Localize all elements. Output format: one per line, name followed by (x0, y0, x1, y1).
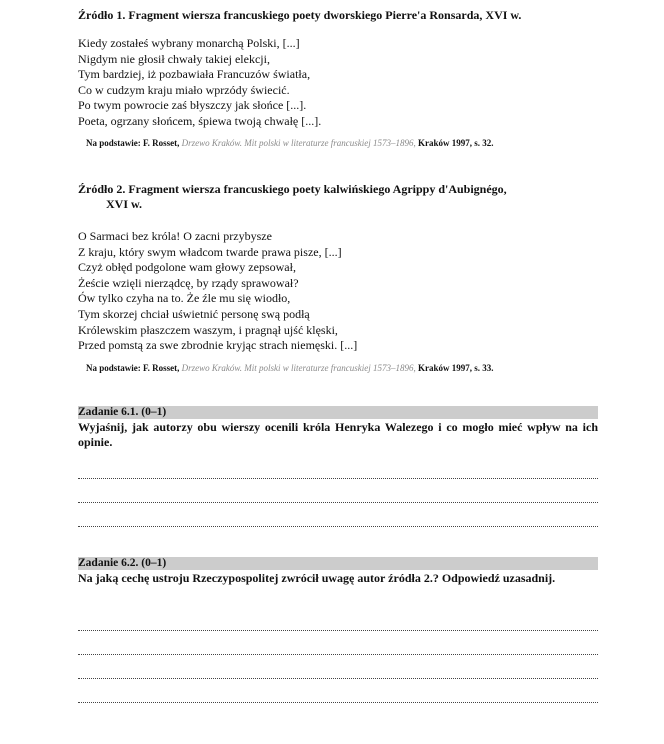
source1-poem (78, 36, 598, 130)
source2-title (78, 182, 598, 212)
answer-line[interactable] (78, 526, 598, 527)
answer-line[interactable] (78, 654, 598, 655)
poem-line: Poeta, ogrzany słońcem, śpiewa twoją chwałę [...]. (78, 113, 322, 128)
source1-citation (86, 137, 596, 149)
source2-title-line1: Źródło 2. Fragment wiersza francuskiego poety kalwińskiego Agrippy d'Aubignégo, (78, 182, 507, 196)
poem-line: Tym bardziej, iż pozbawiała Francuzów światła, (78, 67, 311, 82)
poem-line: Co w cudzym kraju miało wprzódy świecić. (78, 82, 290, 97)
citation-suffix: Kraków 1997, s. 33. (418, 363, 494, 373)
task-6-2-header: Zadanie 6.2. (0–1) (78, 557, 598, 570)
poem-line: Nigdym nie głosił chwały takiej elekcji, (78, 51, 270, 66)
citation-suffix: Kraków 1997, s. 32. (418, 138, 494, 148)
answer-line[interactable] (78, 678, 598, 679)
answer-line[interactable] (78, 630, 598, 631)
citation-prefix: Na podstawie: F. Rosset, (86, 138, 180, 148)
poem-line: Po twym powrocie zaś błyszczy jak słońce [...]. (78, 98, 307, 113)
citation-title: Drzewo Kraków. Mit polski w literaturze francuskiej 1573–1896, (181, 138, 416, 148)
task-6-1-header: Zadanie 6.1. (0–1) (78, 406, 598, 419)
source2-citation (86, 362, 596, 374)
poem-line: Z kraju, który swym władcom twarde prawa pisze, [...] (78, 244, 342, 259)
poem-line: Kiedy zostałeś wybrany monarchą Polski, [...] (78, 36, 300, 50)
poem-line: Ów tylko czyha na to. Że źle mu się wiodło, (78, 291, 291, 306)
poem-line: Żeście wzięli nierządcę, by rządy sprawował? (78, 275, 299, 290)
poem-line: Czyż obłęd podgolone wam głowy zepsował, (78, 260, 296, 275)
answer-line[interactable] (78, 702, 598, 703)
answer-line[interactable] (78, 502, 598, 503)
source1-title: Źródło 1. Fragment wiersza francuskiego poety dworskiego Pierre'a Ronsarda, XVI w. (78, 8, 522, 22)
poem-line: Królewskim płaszczem waszym, i pragnął ujść klęski, (78, 322, 338, 337)
poem-line: Tym skorzej chciał uświetnić personę swą podłą (78, 306, 310, 321)
source2-poem (78, 229, 598, 354)
citation-title: Drzewo Kraków. Mit polski w literaturze francuskiej 1573–1896, (181, 363, 416, 373)
source2-title-line2: XVI w. (106, 197, 143, 211)
answer-line[interactable] (78, 478, 598, 479)
citation-prefix: Na podstawie: F. Rosset, (86, 363, 180, 373)
poem-line: O Sarmaci bez króla! O zacni przybysze (78, 229, 272, 243)
task-6-1-question: Wyjaśnij, jak autorzy obu wierszy ocenili króla Henryka Walezego i co mogło mieć wpływ na ich opinie. (78, 420, 598, 449)
poem-line: Przed pomstą za swe zbrodnie kryjąc strach niemęski. [...] (78, 338, 358, 353)
task-6-2-question: Na jaką cechę ustroju Rzeczypospolitej zwrócił uwagę autor źródła 2.? Odpowiedź uzasadnij. (78, 571, 556, 585)
